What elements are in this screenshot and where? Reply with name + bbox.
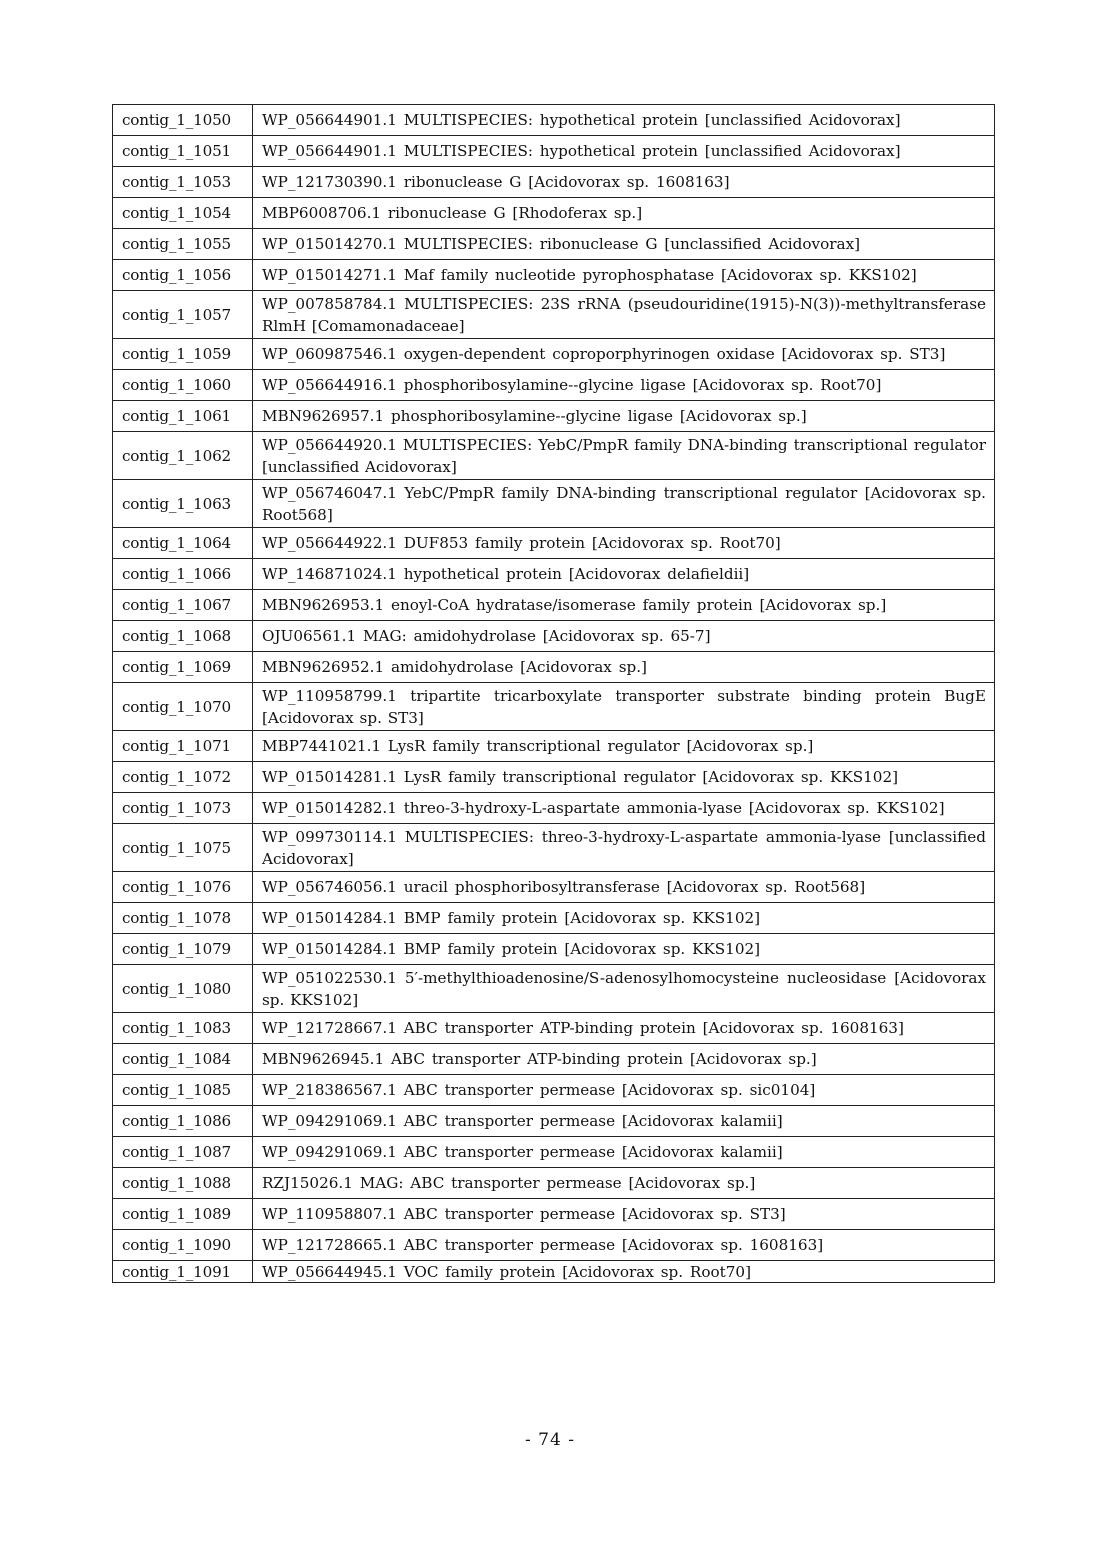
- contig-cell: contig_1_1050: [113, 105, 253, 136]
- table-row: [113, 136, 995, 167]
- contig-cell: contig_1_1087: [113, 1137, 253, 1168]
- table-row: [113, 1261, 995, 1283]
- contig-cell: contig_1_1054: [113, 198, 253, 229]
- description-cell: WP_056644916.1 phosphoribosylamine--glycine ligase [Acidovorax sp. Root70]: [253, 370, 995, 401]
- page-number: - 74 -: [525, 1430, 575, 1450]
- table-row: [113, 291, 995, 339]
- description-cell: MBP6008706.1 ribonuclease G [Rhodoferax sp.]: [253, 198, 995, 229]
- contig-cell: contig_1_1073: [113, 793, 253, 824]
- description-cell: WP_056644901.1 MULTISPECIES: hypothetical protein [unclassified Acidovorax]: [253, 136, 995, 167]
- table-row: [113, 401, 995, 432]
- description-cell: MBN9626953.1 enoyl-CoA hydratase/isomerase family protein [Acidovorax sp.]: [253, 590, 995, 621]
- table-row: [113, 1230, 995, 1261]
- description-cell: WP_007858784.1 MULTISPECIES: 23S rRNA (pseudouridine(1915)-N(3))-methyltransferase RlmH [Comamonadaceae]: [253, 291, 995, 339]
- table-row: [113, 1137, 995, 1168]
- contig-cell: contig_1_1056: [113, 260, 253, 291]
- table-row: [113, 1199, 995, 1230]
- contig-cell: contig_1_1064: [113, 528, 253, 559]
- description-cell: RZJ15026.1 MAG: ABC transporter permease [Acidovorax sp.]: [253, 1168, 995, 1199]
- contig-cell: contig_1_1059: [113, 339, 253, 370]
- description-cell: WP_056644920.1 MULTISPECIES: YebC/PmpR family DNA-binding transcriptional regulator [unclassified Acidovorax]: [253, 432, 995, 480]
- description-cell: WP_121728667.1 ABC transporter ATP-binding protein [Acidovorax sp. 1608163]: [253, 1013, 995, 1044]
- table-row: [113, 793, 995, 824]
- description-cell: WP_060987546.1 oxygen-dependent coproporphyrinogen oxidase [Acidovorax sp. ST3]: [253, 339, 995, 370]
- description-cell: WP_056644901.1 MULTISPECIES: hypothetical protein [unclassified Acidovorax]: [253, 105, 995, 136]
- description-cell: MBP7441021.1 LysR family transcriptional regulator [Acidovorax sp.]: [253, 731, 995, 762]
- table-row: [113, 559, 995, 590]
- contig-cell: contig_1_1051: [113, 136, 253, 167]
- description-cell: WP_094291069.1 ABC transporter permease [Acidovorax kalamii]: [253, 1137, 995, 1168]
- contig-cell: contig_1_1072: [113, 762, 253, 793]
- table-row: [113, 1106, 995, 1137]
- description-cell: WP_056746047.1 YebC/PmpR family DNA-binding transcriptional regulator [Acidovorax sp. Root568]: [253, 480, 995, 528]
- description-cell: WP_015014284.1 BMP family protein [Acidovorax sp. KKS102]: [253, 934, 995, 965]
- contig-cell: contig_1_1055: [113, 229, 253, 260]
- contig-cell: contig_1_1067: [113, 590, 253, 621]
- contig-cell: contig_1_1063: [113, 480, 253, 528]
- description-cell: WP_094291069.1 ABC transporter permease [Acidovorax kalamii]: [253, 1106, 995, 1137]
- contig-cell: contig_1_1078: [113, 903, 253, 934]
- table-row: [113, 683, 995, 731]
- description-cell: WP_015014282.1 threo-3-hydroxy-L-aspartate ammonia-lyase [Acidovorax sp. KKS102]: [253, 793, 995, 824]
- description-cell: WP_051022530.1 5′-methylthioadenosine/S-adenosylhomocysteine nucleosidase [Acidovorax sp. KKS102]: [253, 965, 995, 1013]
- description-cell: WP_110958799.1 tripartite tricarboxylate transporter substrate binding protein BugE [Acidovorax sp. ST3]: [253, 683, 995, 731]
- description-cell: WP_099730114.1 MULTISPECIES: threo-3-hydroxy-L-aspartate ammonia-lyase [unclassified Acidovorax]: [253, 824, 995, 872]
- table-row: [113, 480, 995, 528]
- contig-cell: contig_1_1071: [113, 731, 253, 762]
- contig-cell: contig_1_1091: [113, 1261, 253, 1283]
- description-cell: WP_121730390.1 ribonuclease G [Acidovorax sp. 1608163]: [253, 167, 995, 198]
- contig-cell: contig_1_1066: [113, 559, 253, 590]
- contig-cell: contig_1_1079: [113, 934, 253, 965]
- table-row: [113, 621, 995, 652]
- contig-cell: contig_1_1090: [113, 1230, 253, 1261]
- table-row: [113, 1013, 995, 1044]
- description-cell: WP_015014284.1 BMP family protein [Acidovorax sp. KKS102]: [253, 903, 995, 934]
- description-cell: WP_056746056.1 uracil phosphoribosyltransferase [Acidovorax sp. Root568]: [253, 872, 995, 903]
- contig-cell: contig_1_1069: [113, 652, 253, 683]
- description-cell: WP_015014270.1 MULTISPECIES: ribonuclease G [unclassified Acidovorax]: [253, 229, 995, 260]
- description-cell: MBN9626957.1 phosphoribosylamine--glycine ligase [Acidovorax sp.]: [253, 401, 995, 432]
- table-row: [113, 1075, 995, 1106]
- table-row: [113, 105, 995, 136]
- contig-cell: contig_1_1085: [113, 1075, 253, 1106]
- contig-cell: contig_1_1070: [113, 683, 253, 731]
- contig-cell: contig_1_1083: [113, 1013, 253, 1044]
- table-row: [113, 229, 995, 260]
- table-row: [113, 762, 995, 793]
- annotation-table: [112, 104, 995, 1283]
- contig-cell: contig_1_1053: [113, 167, 253, 198]
- table-row: [113, 903, 995, 934]
- table-row: [113, 198, 995, 229]
- table-row: [113, 934, 995, 965]
- table-row: [113, 528, 995, 559]
- table-row: [113, 590, 995, 621]
- table-row: [113, 731, 995, 762]
- contig-cell: contig_1_1084: [113, 1044, 253, 1075]
- contig-cell: contig_1_1060: [113, 370, 253, 401]
- table-row: [113, 965, 995, 1013]
- description-cell: OJU06561.1 MAG: amidohydrolase [Acidovorax sp. 65-7]: [253, 621, 995, 652]
- description-cell: WP_121728665.1 ABC transporter permease [Acidovorax sp. 1608163]: [253, 1230, 995, 1261]
- contig-cell: contig_1_1068: [113, 621, 253, 652]
- description-cell: WP_056644945.1 VOC family protein [Acidovorax sp. Root70]: [253, 1261, 995, 1283]
- table-row: [113, 339, 995, 370]
- contig-cell: contig_1_1062: [113, 432, 253, 480]
- table-row: [113, 872, 995, 903]
- description-cell: MBN9626945.1 ABC transporter ATP-binding protein [Acidovorax sp.]: [253, 1044, 995, 1075]
- description-cell: WP_218386567.1 ABC transporter permease [Acidovorax sp. sic0104]: [253, 1075, 995, 1106]
- description-cell: WP_110958807.1 ABC transporter permease [Acidovorax sp. ST3]: [253, 1199, 995, 1230]
- contig-cell: contig_1_1080: [113, 965, 253, 1013]
- contig-cell: contig_1_1086: [113, 1106, 253, 1137]
- table-row: [113, 1168, 995, 1199]
- table-row: [113, 167, 995, 198]
- contig-cell: contig_1_1057: [113, 291, 253, 339]
- contig-cell: contig_1_1075: [113, 824, 253, 872]
- table-row: [113, 652, 995, 683]
- contig-cell: contig_1_1089: [113, 1199, 253, 1230]
- description-cell: WP_056644922.1 DUF853 family protein [Acidovorax sp. Root70]: [253, 528, 995, 559]
- description-cell: WP_015014271.1 Maf family nucleotide pyrophosphatase [Acidovorax sp. KKS102]: [253, 260, 995, 291]
- description-cell: WP_015014281.1 LysR family transcriptional regulator [Acidovorax sp. KKS102]: [253, 762, 995, 793]
- contig-cell: contig_1_1076: [113, 872, 253, 903]
- description-cell: MBN9626952.1 amidohydrolase [Acidovorax sp.]: [253, 652, 995, 683]
- table-row: [113, 824, 995, 872]
- table-row: [113, 1044, 995, 1075]
- table-row: [113, 260, 995, 291]
- contig-cell: contig_1_1061: [113, 401, 253, 432]
- contig-cell: contig_1_1088: [113, 1168, 253, 1199]
- table-row: [113, 370, 995, 401]
- description-cell: WP_146871024.1 hypothetical protein [Acidovorax delafieldii]: [253, 559, 995, 590]
- table-row: [113, 432, 995, 480]
